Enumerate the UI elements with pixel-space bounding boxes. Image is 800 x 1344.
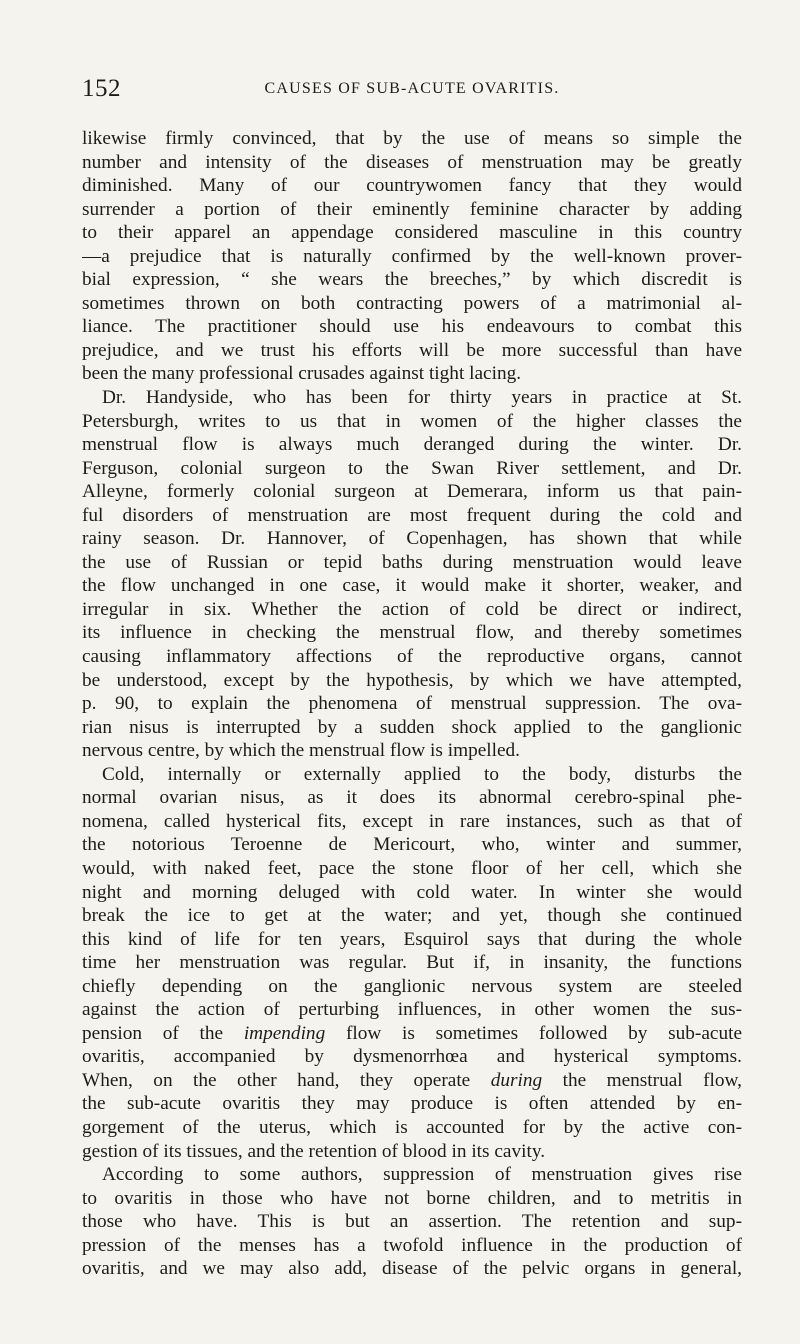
text-segment: pension of the <box>82 1022 244 1044</box>
text-line: its influence in checking the menstrual flow, and thereby sometimes <box>82 622 742 644</box>
text-line: the notorious Teroenne de Mericourt, who, winter and summer, <box>82 834 742 856</box>
text-line: Cold, internally or externally applied to the body, disturbs the <box>102 763 742 785</box>
text-line: diminished. Many of our countrywomen fancy that they would <box>82 175 742 197</box>
italic-word: during <box>490 1069 543 1091</box>
text-line: causing inflammatory affections of the reproductive organs, cannot <box>82 646 742 668</box>
text-line: night and morning deluged with cold water. In winter she would <box>82 881 742 903</box>
text-line: p. 90, to explain the phenomena of menstrual suppression. The ova- <box>82 693 742 715</box>
text-line: break the ice to get at the water; and yet, though she continued <box>82 905 742 927</box>
text-line: pression of the menses has a twofold influence in the production of <box>82 1234 742 1256</box>
text-line: against the action of perturbing influences, in other women the sus- <box>82 999 742 1021</box>
text-line: time her menstruation was regular. But if, in insanity, the functions <box>82 952 742 974</box>
text-line: the sub-acute ovaritis they may produce is often attended by en- <box>82 1093 742 1115</box>
text-segment: flow is sometimes followed by sub-acute <box>325 1022 742 1044</box>
text-line: irregular in six. Whether the action of cold be direct or indirect, <box>82 598 742 620</box>
text-line <box>82 1022 742 1046</box>
text-line: chiefly depending on the ganglionic nervous system are steeled <box>82 975 742 997</box>
text-line: this kind of life for ten years, Esquirol says that during the whole <box>82 928 742 950</box>
text-line: prejudice, and we trust his efforts will be more successful than have <box>82 339 742 361</box>
body-text <box>82 127 742 1281</box>
text-line: ful disorders of menstruation are most frequent during the cold and <box>82 504 742 526</box>
text-line: ovaritis, and we may also add, disease of the pelvic organs in general, <box>82 1258 742 1280</box>
text-line: been the many professional crusades against tight lacing. <box>82 363 522 385</box>
text-line: be understood, except by the hypothesis, by which we have attempted, <box>82 669 742 691</box>
text-line: to their apparel an appendage considered masculine in this country <box>82 222 742 244</box>
running-title: CAUSES OF SUB-ACUTE OVARITIS. <box>264 80 560 97</box>
text-line: likewise firmly convinced, that by the use of means so simple the <box>82 128 742 149</box>
page-header <box>82 74 742 104</box>
italic-word: impending <box>243 1022 326 1044</box>
text-line: would, with naked feet, pace the stone floor of her cell, which she <box>82 857 742 879</box>
text-line: the flow unchanged in one case, it would make it shorter, weaker, and <box>82 575 742 597</box>
text-line: surrender a portion of their eminently feminine character by adding <box>82 198 742 220</box>
text-line: Dr. Handyside, who has been for thirty years in practice at St. <box>102 387 742 409</box>
text-line: sometimes thrown on both contracting powers of a matrimonial al- <box>82 292 742 314</box>
text-line: gestion of its tissues, and the retention of blood in its cavity. <box>82 1140 546 1162</box>
text-line: number and intensity of the diseases of menstruation may be greatly <box>82 151 742 173</box>
text-line: to ovaritis in those who have not borne children, and to metritis in <box>82 1187 742 1209</box>
text-line: the use of Russian or tepid baths during menstruation would leave <box>82 551 742 573</box>
text-line: Ferguson, colonial surgeon to the Swan River settlement, and Dr. <box>82 457 742 479</box>
text-line <box>82 1069 742 1093</box>
text-segment: When, on the other hand, they operate <box>82 1069 491 1091</box>
text-segment: the menstrual flow, <box>542 1069 742 1091</box>
text-line: gorgement of the uterus, which is accounted for by the active con- <box>82 1116 742 1138</box>
text-line: nomena, called hysterical fits, except in rare instances, such as that of <box>82 810 742 832</box>
text-line: rian nisus is interrupted by a sudden shock applied to the ganglionic <box>82 716 742 738</box>
text-line: nervous centre, by which the menstrual flow is impelled. <box>82 740 520 762</box>
text-line: Alleyne, formerly colonial surgeon at Demerara, inform us that pain- <box>82 481 742 503</box>
text-line: menstrual flow is always much deranged during the winter. Dr. <box>82 434 742 456</box>
text-line: those who have. This is but an assertion. The retention and sup- <box>82 1211 742 1233</box>
text-line: normal ovarian nisus, as it does its abnormal cerebro-spinal phe- <box>82 787 742 809</box>
text-line: —a prejudice that is naturally confirmed by the well-known prover- <box>82 245 742 267</box>
text-line: According to some authors, suppression of menstruation gives rise <box>102 1164 742 1186</box>
page-number: 152 <box>82 75 121 102</box>
text-line: liance. The practitioner should use his endeavours to combat this <box>82 316 742 338</box>
text-line: bial expression, “ she wears the breeches,” by which discredit is <box>82 269 742 291</box>
text-line: rainy season. Dr. Hannover, of Copenhagen, has shown that while <box>82 528 742 550</box>
text-line: ovaritis, accompanied by dysmenorrhœa and hysterical symptoms. <box>82 1046 742 1068</box>
text-line: Petersburgh, writes to us that in women of the higher classes the <box>82 410 742 432</box>
